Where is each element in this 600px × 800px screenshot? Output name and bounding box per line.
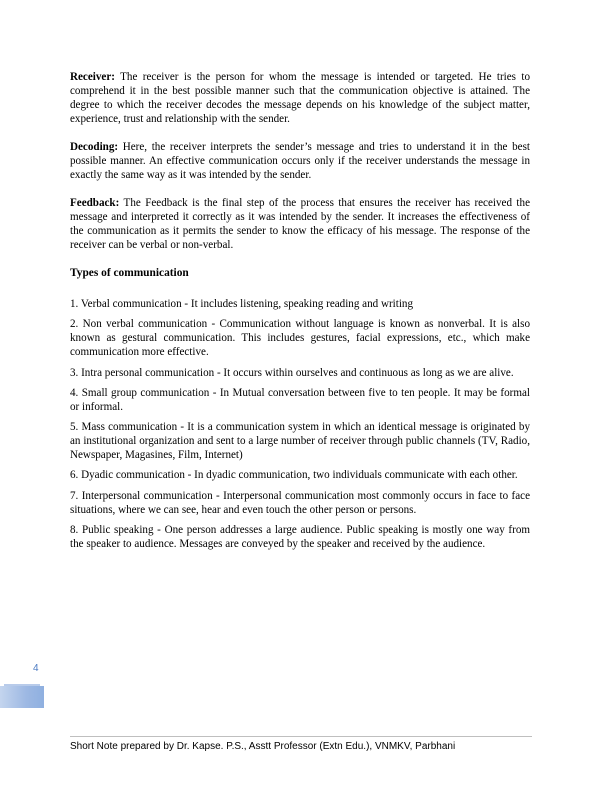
- list-item: 8. Public speaking - One person addresses a large audience. Public speaking is mostly one way from the speaker to audience. Messages are conveyed by the speaker and received by the audience.: [70, 524, 530, 551]
- footer-note: Short Note prepared by Dr. Kapse. P.S., Asstt Professor (Extn Edu.), VNMKV, Parbhani: [70, 741, 456, 752]
- text-receiver: The receiver is the person for whom the message is intended or targeted. He tries to comprehend it in the best possible manner such that the communication objective is attained. The degree to which the receiver decodes the message depends on his knowledge of the subject matter, experience, trust and relationship with the sender.: [70, 71, 530, 125]
- term-feedback: Feedback:: [70, 197, 120, 209]
- term-decoding: Decoding:: [70, 141, 119, 153]
- term-receiver: Receiver:: [70, 71, 115, 83]
- list-item: 6. Dyadic communication - In dyadic communication, two individuals communicate with each other.: [70, 469, 518, 482]
- text-feedback: The Feedback is the final step of the process that ensures the receiver has received the message and interpreted it correctly as it was intended by the sender. It increases the effectiveness of the communication as it permits the sender to know the efficacy of his message. The response of the receiver can be verbal or non-verbal.: [70, 197, 530, 251]
- page-tab-decoration: [0, 686, 44, 708]
- paragraph-receiver: [70, 70, 530, 126]
- document-body: [70, 70, 530, 557]
- text-decoding: Here, the receiver interprets the sender’s message and tries to understand it in the best possible manner. An effective communication occurs only if the receiver understands the message in exactly the same way as it was intended by the sender.: [70, 141, 530, 181]
- page-number: 4: [33, 663, 39, 674]
- paragraph-decoding: [70, 140, 530, 182]
- list-item: 3. Intra personal communication - It occurs within ourselves and continuous as long as we are alive.: [70, 366, 514, 379]
- list-item: 7. Interpersonal communication - Interpersonal communication most commonly occurs in face to face situations, where we can see, hear and even touch the other person or persons.: [70, 489, 530, 516]
- section-heading: Types of communication: [70, 267, 189, 279]
- list-item: 5. Mass communication - It is a communication system in which an identical message is originated by an institutional organization and sent to a large number of receiver through public channels (TV, Radio, Newspaper, Magasines, Film, Internet): [70, 421, 530, 462]
- footer-divider: [70, 736, 532, 737]
- types-list: [70, 297, 530, 551]
- list-item: 2. Non verbal communication - Communication without language is known as nonverbal. It is also known as gestural communication. This includes gestures, facial expressions, etc., which make communication more effective.: [70, 318, 530, 359]
- list-item: 4. Small group communication - In Mutual conversation between five to ten people. It may be formal or informal.: [70, 386, 530, 413]
- paragraph-feedback: [70, 196, 530, 252]
- list-item: 1. Verbal communication - It includes listening, speaking reading and writing: [70, 298, 414, 310]
